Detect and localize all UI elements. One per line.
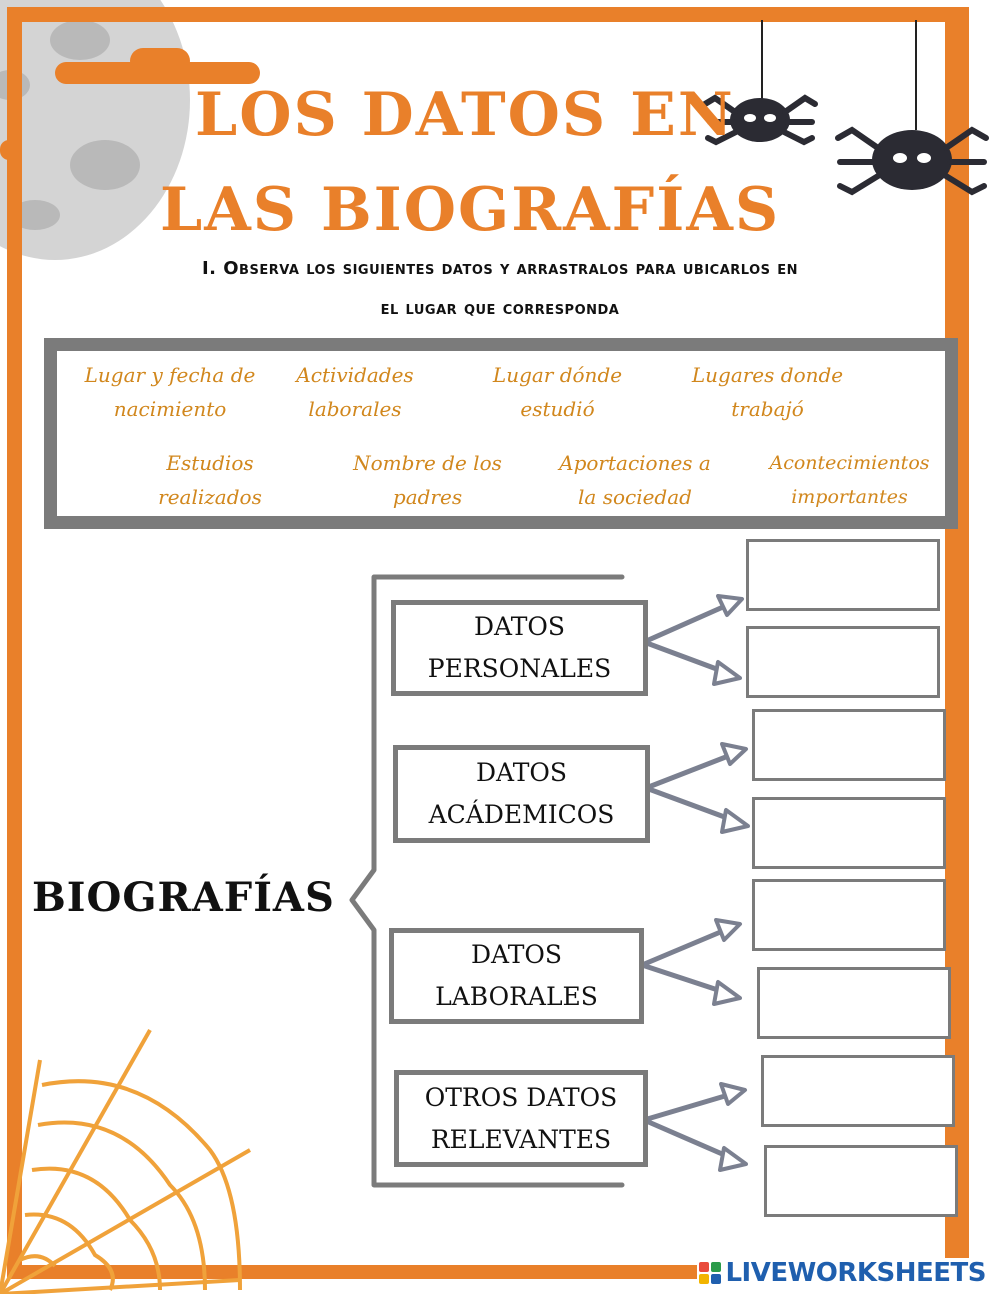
drop-target[interactable] <box>757 967 951 1039</box>
drop-target[interactable] <box>752 879 946 951</box>
draggable-word[interactable]: Lugares donde trabajó <box>691 363 844 421</box>
drop-target[interactable] <box>752 709 946 781</box>
page-title: LAS BIOGRAFÍAS <box>160 175 781 245</box>
page-title: LOS DATOS EN <box>195 80 735 150</box>
draggable-word[interactable]: Nombre de los padres <box>353 451 502 509</box>
drop-target[interactable] <box>764 1145 958 1217</box>
category-box: DATOS ACÁDEMICOS <box>393 745 650 843</box>
category-box: DATOS PERSONALES <box>391 600 648 696</box>
draggable-word[interactable]: Aportaciones a la sociedad <box>559 451 711 509</box>
instructions: el lugar que corresponda <box>380 298 620 319</box>
brand-icon <box>699 1262 721 1284</box>
draggable-word[interactable]: Lugar dónde estudió <box>492 363 623 421</box>
brand-name: LIVEWORKSHEETS <box>725 1258 986 1288</box>
category-box: DATOS LABORALES <box>389 928 644 1024</box>
liveworksheets-logo <box>697 1258 988 1288</box>
drop-target[interactable] <box>761 1055 955 1127</box>
drop-target[interactable] <box>746 626 940 698</box>
draggable-word[interactable]: Acontecimientos importantes <box>769 452 930 508</box>
draggable-word[interactable]: Estudios realizados <box>158 451 262 509</box>
instructions: I. Observa los siguientes datos y arrastralos para ubicarlos en <box>201 258 799 279</box>
category-box: OTROS DATOS RELEVANTES <box>394 1070 648 1167</box>
drop-target[interactable] <box>746 539 940 611</box>
diagram-root-label: BIOGRAFÍAS <box>32 874 335 921</box>
draggable-word[interactable]: Actividades laborales <box>296 363 414 421</box>
drop-target[interactable] <box>752 797 946 869</box>
draggable-word[interactable]: Lugar y fecha de nacimiento <box>84 363 256 421</box>
